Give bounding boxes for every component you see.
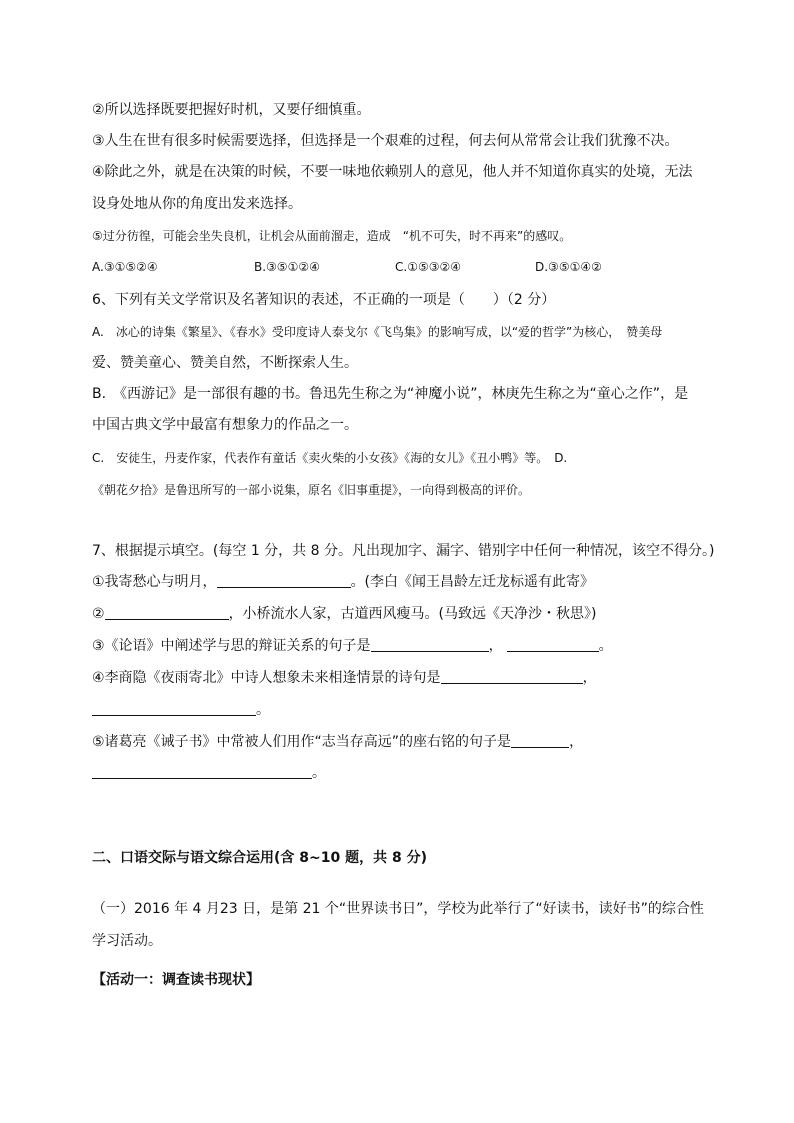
answer-blank[interactable] bbox=[371, 637, 489, 652]
q5-option-d: D.③⑤①④② bbox=[535, 260, 602, 274]
q7-item-3 bbox=[92, 636, 613, 656]
answer-blank[interactable] bbox=[511, 733, 569, 748]
q6-option-a-line2: 爱、赞美童心、赞美自然，不断探索人生。 bbox=[92, 355, 358, 371]
q7-item-5 bbox=[92, 732, 583, 752]
q7-item-5-suffix: ， bbox=[569, 734, 584, 750]
q6-option-b-line1: B. 《西游记》是一部很有趣的书。鲁迅先生称之为“神魔小说”，林庚先生称之为“童心之作”，是 bbox=[92, 386, 689, 402]
q7-item-2-suffix: ，小桥流水人家，古道西风瘦马。(马致远《天净沙・秋思》) bbox=[228, 606, 597, 622]
q7-item-5-prefix: ⑤诸葛亮《诫子书》中常被人们用作“志当存高远”的座右铭的句子是 bbox=[92, 734, 512, 750]
q7-item-1 bbox=[92, 572, 594, 592]
q7-item-4 bbox=[92, 668, 597, 688]
answer-blank[interactable] bbox=[507, 637, 599, 652]
q7-item-3-separator: ， bbox=[488, 638, 503, 654]
q5-option-c: C.①⑤③②④ bbox=[395, 260, 461, 274]
answer-blank[interactable] bbox=[441, 669, 583, 684]
q6-option-d: 《朝花夕拾》是鲁迅所写的一部小说集，原名《旧事重提》，一向得到极高的评价。 bbox=[92, 483, 531, 497]
q7-item-5-line2 bbox=[92, 763, 326, 783]
q7-item-4-prefix: ④李商隐《夜雨寄北》中诗人想象未来相逢情景的诗句是 bbox=[92, 670, 441, 686]
q6-option-b-line2: 中国古典文学中最富有想象力的作品之一。 bbox=[92, 417, 358, 433]
q5-sentence-4-line1: ④除此之外，就是在决策的时候，不要一味地依赖别人的意见，他人并不知道你真实的处境，无法 bbox=[92, 164, 693, 180]
q5-option-b: B.③⑤①②④ bbox=[254, 260, 320, 274]
q7-item-1-prefix: ①我寄愁心与明月， bbox=[92, 574, 217, 590]
q7-title: 7、根据提示填空。(每空 1 分，共 8 分。凡出现加字、漏字、错别字中任何一种情况，该空不得分。) bbox=[92, 543, 715, 559]
q5-sentence-5: ⑤过分彷徨，可能会坐失良机，让机会从面前溜走，造成 “机不可失，时不再来”的感叹。 bbox=[92, 229, 572, 243]
section-2-intro-line2: 学习活动。 bbox=[92, 933, 162, 949]
section-2-heading: 二、口语交际与语文综合运用(含 8~10 题，共 8 分) bbox=[92, 850, 427, 866]
q5-sentence-2: ②所以选择既要把握好时机，又要仔细慎重。 bbox=[92, 102, 371, 118]
section-2-intro-line1: （一）2016 年 4 月23 日，是第 21 个“世界读书日”，学校为此举行了“好读书，读好书”的综合性 bbox=[92, 901, 704, 917]
activity-1-heading: 【活动一：调查读书现状】 bbox=[92, 972, 260, 988]
q7-item-2 bbox=[92, 604, 597, 624]
q5-option-a: A.③①⑤②④ bbox=[92, 260, 158, 274]
answer-blank[interactable] bbox=[217, 573, 351, 588]
q6-option-a-line1: A. 冰心的诗集《繁星》、《春水》受印度诗人泰戈尔《飞鸟集》的影响写成，以“爱的哲学”为核心， 赞美母 bbox=[92, 325, 663, 339]
q7-item-4-line2 bbox=[92, 700, 270, 720]
q7-item-2-prefix: ② bbox=[92, 606, 105, 622]
q7-item-4-line2-suffix: 。 bbox=[256, 702, 270, 718]
q5-sentence-3: ③人生在世有很多时候需要选择，但选择是一个艰难的过程，何去何从常常会让我们犹豫不决。 bbox=[92, 133, 679, 149]
answer-blank[interactable] bbox=[92, 764, 312, 779]
q7-item-1-suffix: 。(李白《闻王昌龄左迁龙标遥有此寄》 bbox=[350, 574, 595, 590]
q7-item-3-suffix: 。 bbox=[598, 638, 613, 654]
q7-item-5-line2-suffix: 。 bbox=[312, 765, 326, 781]
q5-sentence-4-line2: 设身处地从你的角度出发来选择。 bbox=[92, 196, 302, 212]
answer-blank[interactable] bbox=[92, 701, 256, 716]
q6-option-c: C. 安徒生，丹麦作家，代表作有童话《卖火柴的小女孩》《海的女儿》《丑小鸭》等。 D. bbox=[92, 451, 568, 465]
answer-blank[interactable] bbox=[105, 605, 229, 620]
q7-item-4-suffix: ， bbox=[582, 670, 597, 686]
q6-title: 6、下列有关文学常识及名著知识的表述，不正确的一项是（ ）（2 分） bbox=[92, 292, 556, 308]
q7-item-3-prefix: ③《论语》中阐述学与思的辩证关系的句子是 bbox=[92, 638, 371, 654]
